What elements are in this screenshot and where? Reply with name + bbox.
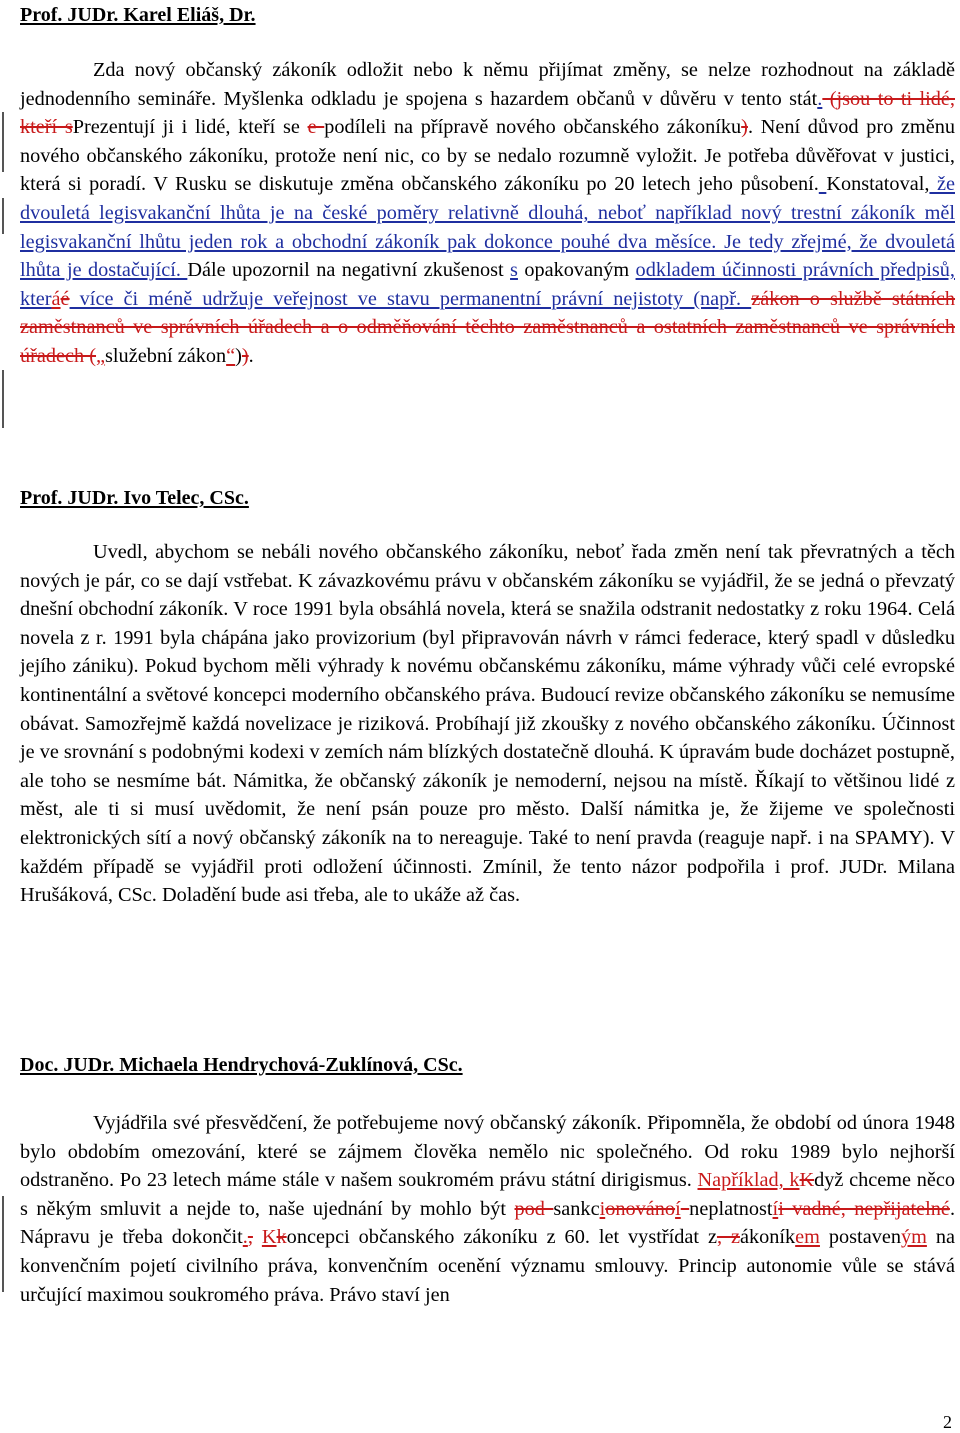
deleted-text: e bbox=[307, 116, 325, 139]
deleted-text: ) bbox=[241, 344, 249, 367]
inserted-text: více či méně udržuje veřejnost ve stavu permanentní právní nejistoty (např. bbox=[69, 287, 752, 310]
inserted-text: ým bbox=[900, 1226, 927, 1249]
inserted-text: em bbox=[795, 1226, 820, 1249]
deleted-text: (jsou to ti lidé, kteří s bbox=[20, 87, 955, 139]
deleted-text: onováno bbox=[605, 1197, 676, 1220]
inserted-text: „ bbox=[96, 344, 106, 367]
inserted-text: í bbox=[772, 1197, 779, 1220]
inserted-text: s bbox=[510, 259, 518, 282]
revision-change-bar bbox=[2, 112, 4, 172]
deleted-text bbox=[681, 1198, 689, 1220]
page-number: 2 bbox=[943, 1412, 952, 1432]
deleted-text: i vadné, nepřijatelné bbox=[778, 1197, 950, 1220]
inserted-text: K bbox=[261, 1226, 277, 1249]
paragraph-hendrychova: Vyjádřila své přesvědčení, že potřebujeme nový občanský zákoník. Připomněla, že období od února 1948 bylo obdobím omezování, které se zájmem člověka nemělo nic společného. Od roku 1989 bylo nejhorší odstraněno. Po 23 letech máme stále v našem soukromém právu státní dirigismus. Například, kKdyž chceme něco s někým smluvit a nejde to, naše ujednání by mohlo být pod sankcionovánoí neplatnostíi vadné, nepřijatelné. Nápravu je třeba dokončit., Kkoncepci občanského zákoníku z 60. let vystřídat z, zákoníkem postaveným na konvenčním pojetí civilního práva, konvenčním ocenění významu smlouvy. Princip autonomie vůle se stává určující maximou soukromého práva. Právo staví jen bbox=[20, 1112, 956, 1306]
deleted-text: é bbox=[60, 287, 70, 310]
inserted-text: . bbox=[242, 1226, 248, 1249]
inserted-text: á bbox=[51, 287, 61, 310]
paragraph-elias: Zda nový občanský zákoník odložit nebo k němu přijímat změny, se nelze rozhodnout na základě jednodenního semináře. Myšlenka odkladu je spojena s hazardem občanů v důvěru v tento stát. (jsou to ti lidé, kteří sPrezentují ji i lidé, kteří se e podíleli na přípravě nového občanského zákoníku). Není důvod pro změnu nového občanského zákoníku, protože není nic, co by se nedalo rozumně vyložit. Je potřeba důvěřovat v justici, která si poradí. V Rusku se diskutuje změna občanského zákoníku po 20 letech jeho působení. Konstatoval, že dvouletá legisvakanční lhůta je na české poměry relativně dlouhá, neboť například nový trestní zákoník měl legisvakanční lhůtu jeden rok a obchodní zákoník pak dokonce pouhé dva měsíce. Je tedy zřejmé, že dvouletá lhůta je dostačující. Dále upozornil na negativní zkušenost s opakovaným odkladem účinnosti právních předpisů, kteráé více či méně udržuje veřejnost ve stavu permanentní právní nejistoty (např. zákon o službě státních zaměstnanců ve správních úřadech a o odměňování těchto zaměstnanců a ostatních zaměstnanců ve správních úřadech („služební zákon“)). bbox=[20, 59, 956, 367]
deleted-text: pod bbox=[514, 1197, 554, 1220]
inserted-text: že dvouletá legisvakanční lhůta je na české poměry relativně dlouhá, neboť například nový trestní zákoník měl legisvakanční lhůtu jeden rok a obchodní zákoník pak dokonce pouhé dva měsíce. Je tedy zřejmé, že dvouletá lhůta je dostačující. bbox=[20, 173, 955, 282]
section-heading-telec: Prof. JUDr. Ivo Telec, CSc. bbox=[20, 487, 249, 509]
section-heading-elias: Prof. JUDr. Karel Eliáš, Dr. bbox=[20, 4, 256, 26]
inserted-text: í bbox=[675, 1197, 681, 1220]
inserted-text: “ bbox=[226, 344, 236, 367]
deleted-text: k bbox=[276, 1226, 287, 1249]
inserted-text: i bbox=[599, 1197, 606, 1220]
inserted-text: Například, k bbox=[697, 1169, 800, 1192]
deleted-text: zákon o službě státních zaměstnanců ve správních úřadech a o odměňování těchto zaměstnanců a ostatních zaměstnanců ve správních úřadech ( bbox=[20, 287, 956, 367]
deleted-text: K bbox=[799, 1169, 815, 1192]
revision-change-bar bbox=[2, 370, 4, 428]
deleted-text: , z bbox=[716, 1226, 740, 1249]
inserted-text: odkladem účinnosti právních předpisů, kter bbox=[20, 259, 955, 310]
paragraph-telec: Uvedl, abychom se nebáli nového občanského zákoníku, neboť řada změn není tak převratných a těch nových je pár, co se dají vstřebat. K závazkovému právu v občanském zákoníku se vyjádřil, že se jedná o převzatý dnešní obchodní zákoník. V roce 1991 byla obsáhlá novela, která se snažila odstranit nedostatky z roku 1964. Celá novela z r. 1991 byla chápána jako provizorium (byl připravován návrh v rámci federace, který spadl v důsledku jejího zániku). Pokud bychom měli výhrady k novému občanskému zákoníku, máme výhrady vůči celé evropské kontinentální a světové koncepci moderního občanského práva. Budoucí revize občanského zákoníku se nemusíme obávat. Samozřejmě každá novelizace je riziková. Probíhají již zkoušky z nového občanského zákoníku. Účinnost je ve srovnání s podobnými kodexi v zemích nám blízkých dostatečně dlouhá. K úpravám bude docházet postupně, ale toho se nesmíme bát. Námitka, že občanský zákoník je nemoderní, nejsou na místě. Říkají to většinou lidé z měst, ale ti si musí uvědomit, že není psán pouze pro město. Další námitka je, že žijeme ve společnosti elektronických sítí a nový občanský zákoník na to nereaguje. Také to není pravda (reaguje např. i na SPAMY). V každém případě se vyjádřil proti odložení účinnosti. Zmínil, že tento názor podpořila i prof. JUDr. Milana Hrušáková, CSc. Doladění bude asi třeba, ale to ukáže až čas. bbox=[20, 541, 955, 907]
section-heading-hendrychova: Doc. JUDr. Michaela Hendrychová-Zuklínová, CSc. bbox=[20, 1054, 463, 1076]
deleted-text: , bbox=[247, 1226, 253, 1249]
revision-change-bar bbox=[2, 1196, 4, 1292]
revision-change-bar bbox=[2, 198, 4, 234]
inserted-text: . bbox=[817, 87, 823, 110]
deleted-text: ) bbox=[741, 116, 748, 139]
